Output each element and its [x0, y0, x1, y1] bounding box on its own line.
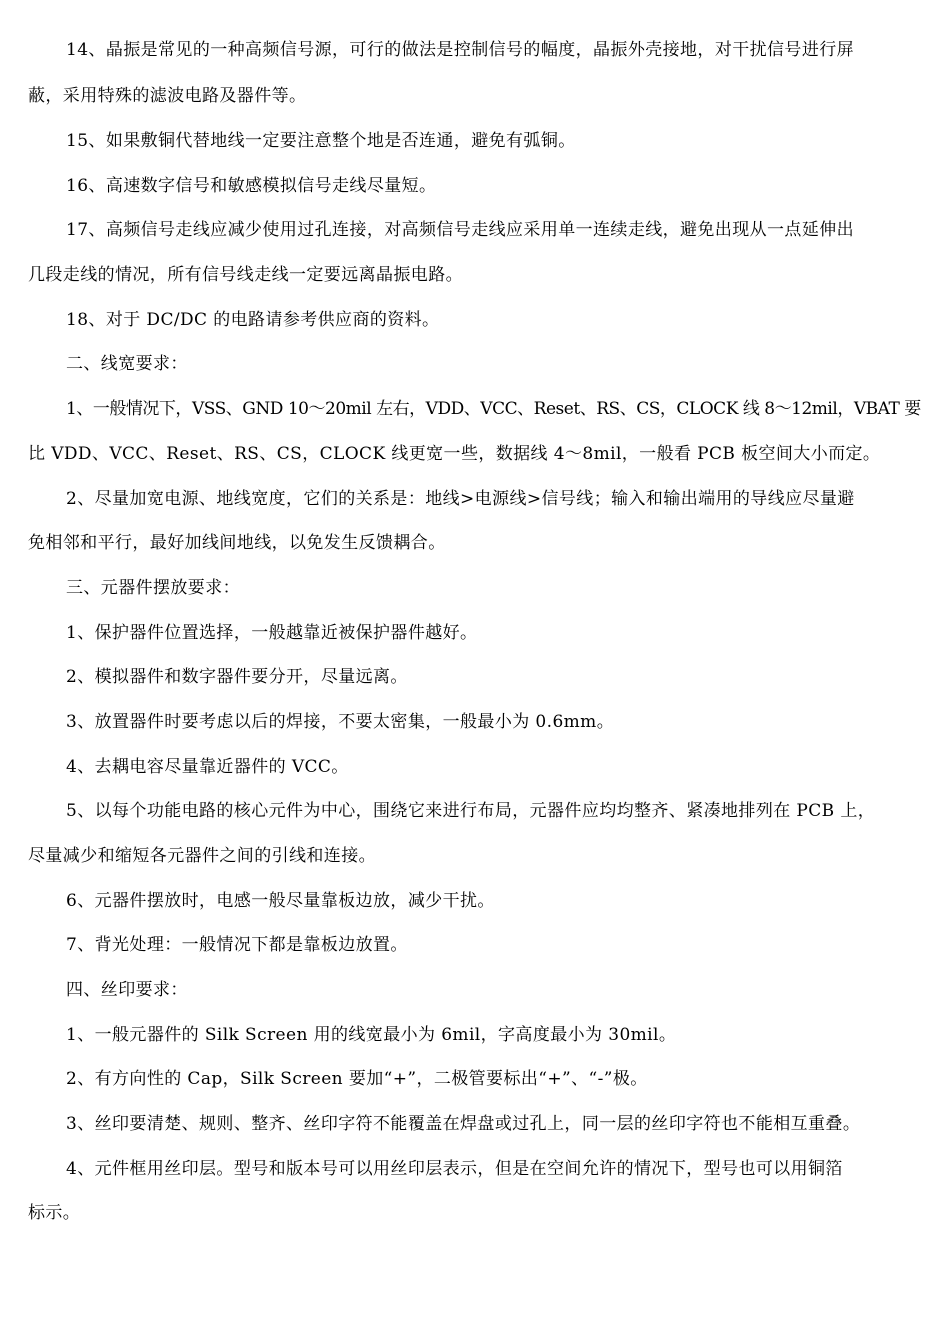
section-heading-placement: 三、元器件摆放要求： [66, 578, 240, 598]
silkscreen-item-4-line-1: 4、元件框用丝印层。型号和版本号可以用丝印层表示，但是在空间允许的情况下，型号也可以用铜箔 [66, 1159, 843, 1179]
paragraph-14-line-2: 蔽，采用特殊的滤波电路及器件等。 [28, 86, 307, 106]
placement-item-3: 3、放置器件时要考虑以后的焊接，不要太密集，一般最小为 0.6mm。 [66, 712, 615, 732]
section-heading-silkscreen: 四、丝印要求： [66, 980, 188, 1000]
section-heading-line-width: 二、线宽要求： [66, 354, 188, 374]
silkscreen-item-2: 2、有方向性的 Cap，Silk Screen 要加“+”，二极管要标出“+”、“-”极。 [66, 1069, 648, 1089]
silkscreen-item-3: 3、丝印要清楚、规则、整齐、丝印字符不能覆盖在焊盘或过孔上，同一层的丝印字符也不能相互重叠。 [66, 1114, 861, 1134]
silkscreen-item-1: 1、一般元器件的 Silk Screen 用的线宽最小为 6mil，字高度最小为 30mil。 [66, 1025, 677, 1045]
paragraph-14-line-1: 14、晶振是常见的一种高频信号源，可行的做法是控制信号的幅度，晶振外壳接地，对干扰信号进行屏 [66, 40, 855, 60]
silkscreen-item-4-line-2: 标示。 [28, 1203, 81, 1223]
line-width-item-1-line-2: 比 VDD、VCC、Reset、RS、CS，CLOCK 线更宽一些，数据线 4～8mil，一般看 PCB 板空间大小而定。 [28, 444, 881, 464]
paragraph-16: 16、高速数字信号和敏感模拟信号走线尽量短。 [66, 176, 437, 196]
line-width-item-2-line-1: 2、尽量加宽电源、地线宽度，它们的关系是：地线>电源线>信号线；输入和输出端用的导线应尽量避 [66, 489, 855, 509]
placement-item-5-line-1: 5、以每个功能电路的核心元件为中心，围绕它来进行布局，元器件应均均整齐、紧凑地排列在 PCB 上， [66, 801, 876, 821]
placement-item-2: 2、模拟器件和数字器件要分开，尽量远离。 [66, 667, 408, 687]
placement-item-4: 4、去耦电容尽量靠近器件的 VCC。 [66, 757, 349, 777]
paragraph-17-line-2: 几段走线的情况，所有信号线走线一定要远离晶振电路。 [28, 265, 463, 285]
line-width-item-1-line-1: 1、一般情况下，VSS、GND 10～20mil 左右，VDD、VCC、Reset、RS、CS，CLOCK 线 8～12mil，VBAT 要 [66, 399, 921, 419]
placement-item-5-line-2: 尽量减少和缩短各元器件之间的引线和连接。 [28, 846, 376, 866]
paragraph-18: 18、对于 DC/DC 的电路请参考供应商的资料。 [66, 310, 440, 330]
paragraph-17-line-1: 17、高频信号走线应减少使用过孔连接，对高频信号走线应采用单一连续走线，避免出现从一点延伸出 [66, 220, 855, 240]
line-width-item-2-line-2: 免相邻和平行，最好加线间地线，以免发生反馈耦合。 [28, 533, 446, 553]
placement-item-6: 6、元器件摆放时，电感一般尽量靠板边放，减少干扰。 [66, 891, 495, 911]
paragraph-15: 15、如果敷铜代替地线一定要注意整个地是否连通，避免有弧铜。 [66, 131, 576, 151]
placement-item-7: 7、背光处理：一般情况下都是靠板边放置。 [66, 935, 408, 955]
placement-item-1: 1、保护器件位置选择，一般越靠近被保护器件越好。 [66, 623, 478, 643]
